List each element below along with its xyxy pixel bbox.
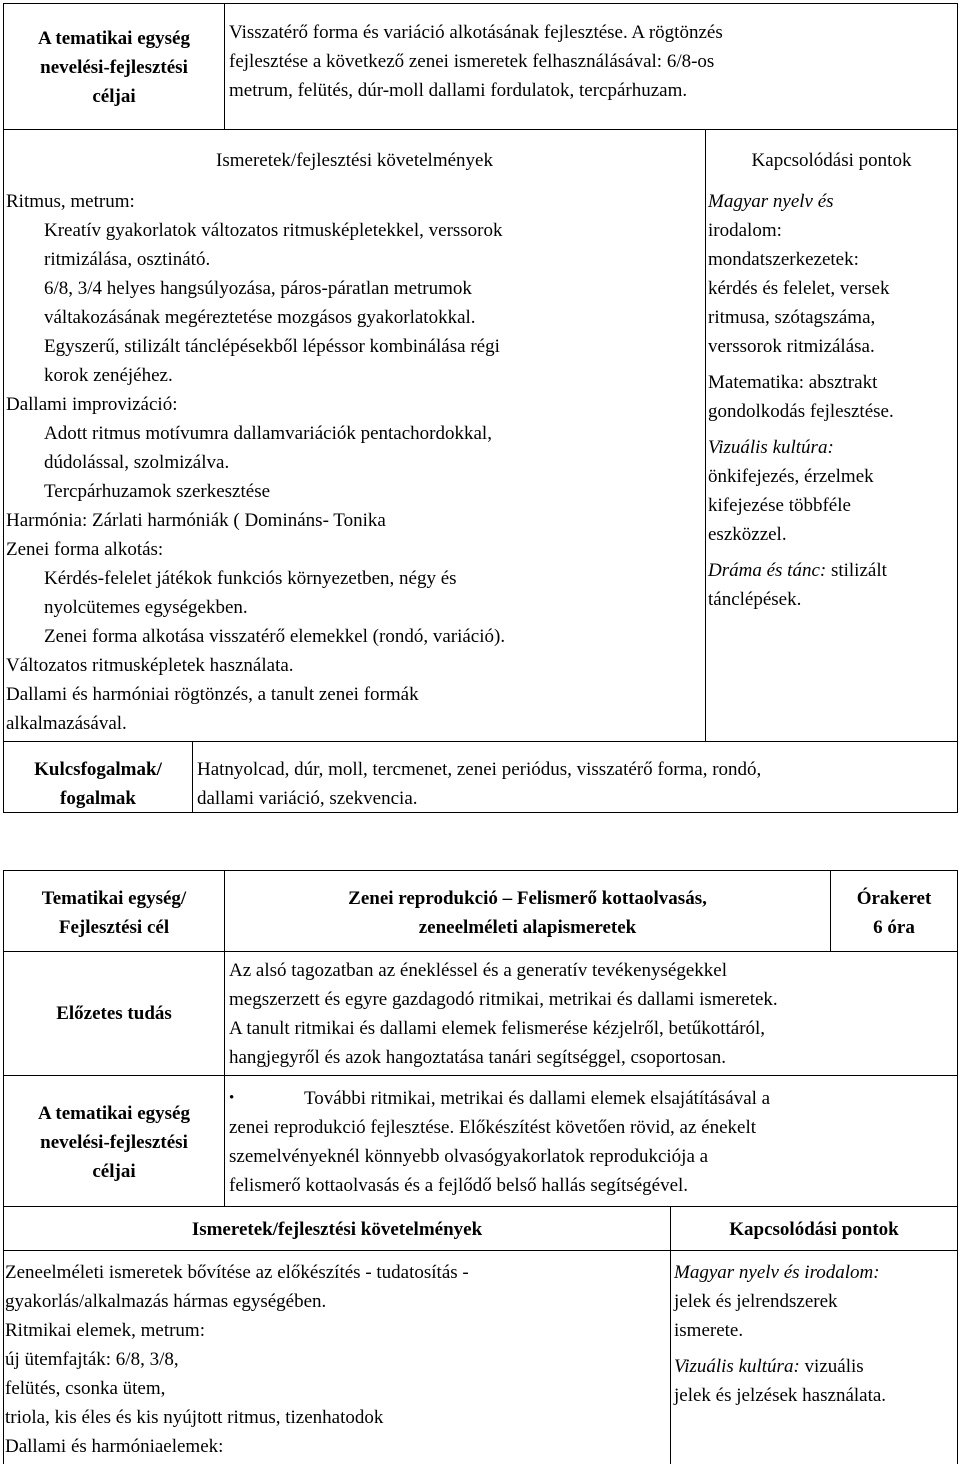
t1-connections-header: Kapcsolódási pontok (751, 150, 912, 171)
t1-connections: Magyar nyelv és irodalom: mondatszerkezetek: kérdés és felelet, versek ritmusa, szótagszáma, verssorok ritmizálása. Matematika: absztrakt gondolkodás fejlesztése. Vizuális kultúra: önkifejezés, érzelmek kifejezése többféle eszközzel. Dráma és tánc: stilizált tánclépések. (708, 187, 956, 614)
t2-connections-header: Kapcsolódási pontok (729, 1219, 899, 1240)
t2-hours: Órakeret 6 óra (856, 888, 932, 938)
t1-key-label: Kulcsfogalmak/ fogalmak (34, 759, 162, 809)
t1-requirement-line: korok zenéjéhez. (44, 365, 173, 386)
t2-connections: Magyar nyelv és irodalom: jelek és jelrendszerek ismerete. Vizuális kultúra: vizuális jelek és jelzések használata. (674, 1258, 956, 1410)
t1-requirement-line: nyolcütemes egységekben. (44, 597, 248, 618)
t2-conn-visual: Vizuális kultúra: vizuális (674, 1356, 864, 1377)
t2-goal-text: További ritmikai, metrikai és dallami elemek elsajátításával a zenei reprodukció fejlesztése. Előkészítést követően rövid, az énekelt szemelvényeknél könnyebb olvasógyakorlatok reprodukciója a felismerő kottaolvasás és a fejlődő belső hallás segítségével. (229, 1088, 771, 1196)
t2-requirements-header: Ismeretek/fejlesztési követelmények (191, 1219, 483, 1240)
t1-key-text: Hatnyolcad, dúr, moll, tercmenet, zenei periódus, visszatérő forma, rondó, dallami variáció, szekvencia. (197, 759, 762, 809)
t1-requirements-list (6, 187, 704, 738)
t2-unit-title: Zenei reprodukció – Felismerő kottaolvasás, zeneelméleti alapismeretek (348, 888, 707, 938)
t1-goal-label: A tematikai egység nevelési-fejlesztési céljai (38, 28, 190, 107)
t1-requirement-line: Harmónia: Zárlati harmóniák ( Domináns- Tonika (6, 510, 386, 531)
t1-conn-hungarian-title: Magyar nyelv és (708, 191, 834, 212)
t1-requirement-line: ritmizálása, osztinátó. (44, 249, 211, 270)
t1-requirement-line: Egyszerű, stilizált tánclépésekből lépéssor kombinálása régi (44, 336, 500, 357)
t2-prior-text: Az alsó tagozatban az énekléssel és a generatív tevékenységekkel megszerzett és egyre gazdagodó ritmikai, metrikai és dallami ismeretek. A tanult ritmikai és dallami elemek felismerése kézjelről, betűkottáról, hangjegyről és azok hangoztatása tanári segítséggel, csoportosan. (229, 960, 778, 1068)
t1-conn-drama: Dráma és tánc: stilizált (708, 560, 887, 581)
t1-requirement-line: váltakozásának megéreztetése mozgásos gyakorlatokkal. (44, 307, 476, 328)
t1-conn-visual-title: Vizuális kultúra: (708, 437, 834, 458)
t1-requirement-line: Kreatív gyakorlatok változatos ritmusképletekkel, verssorok (44, 220, 503, 241)
t2-goal-bullet: • (229, 1090, 235, 1106)
t2-requirements-list: Zeneelméleti ismeretek bővítése az előkészítés - tudatosítás - gyakorlás/alkalmazás hármas egységében. Ritmikai elemek, metrum: új ütemfajták: 6/8, 3/8, felütés, csonka ütem, triola, kis éles és kis nyújtott ritmus, tizenhatodok Dallami és harmóniaelemek: (5, 1262, 469, 1457)
t2-prior-label: Előzetes tudás (56, 1003, 172, 1024)
t1-requirement-line: Tercpárhuzamok szerkesztése (44, 481, 271, 502)
t1-goal-text: Visszatérő forma és variáció alkotásának fejlesztése. A rögtönzés fejlesztése a következő zenei ismeretek felhasználásával: 6/8-os metrum, felütés, dúr-moll dallami fordulatok, tercpárhuzam. (229, 22, 723, 101)
t1-requirement-line: Dallami és harmóniai rögtönzés, a tanult zenei formák (6, 684, 419, 705)
t1-requirements-header: Ismeretek/fejlesztési követelmények (216, 150, 493, 171)
t2-unit-label: Tematikai egység/ Fejlesztési cél (41, 888, 187, 938)
t1-requirement-line: dúdolással, szolmizálva. (44, 452, 230, 473)
t1-requirement-line: Zenei forma alkotás: (6, 539, 164, 560)
t1-requirement-line: Dallami improvizáció: (6, 394, 178, 415)
t1-requirement-line: Változatos ritmusképletek használata. (6, 655, 294, 676)
t1-requirement-line: Ritmus, metrum: (6, 191, 135, 212)
t2-goal-label: A tematikai egység nevelési-fejlesztési céljai (38, 1103, 190, 1182)
t1-requirement-line: Adott ritmus motívumra dallamvariációk pentachordokkal, (44, 423, 492, 444)
t1-requirement-line: 6/8, 3/4 helyes hangsúlyozása, páros-páratlan metrumok (44, 278, 472, 299)
t1-requirement-line: alkalmazásával. (6, 713, 127, 734)
t1-requirement-line: Kérdés-felelet játékok funkciós környezetben, négy és (44, 568, 457, 589)
t1-conn-math: Matematika: absztrakt (708, 372, 878, 393)
t2-conn-hungarian-title: Magyar nyelv és irodalom: (674, 1262, 880, 1283)
t1-requirement-line: Zenei forma alkotása visszatérő elemekkel (rondó, variáció). (44, 626, 506, 647)
